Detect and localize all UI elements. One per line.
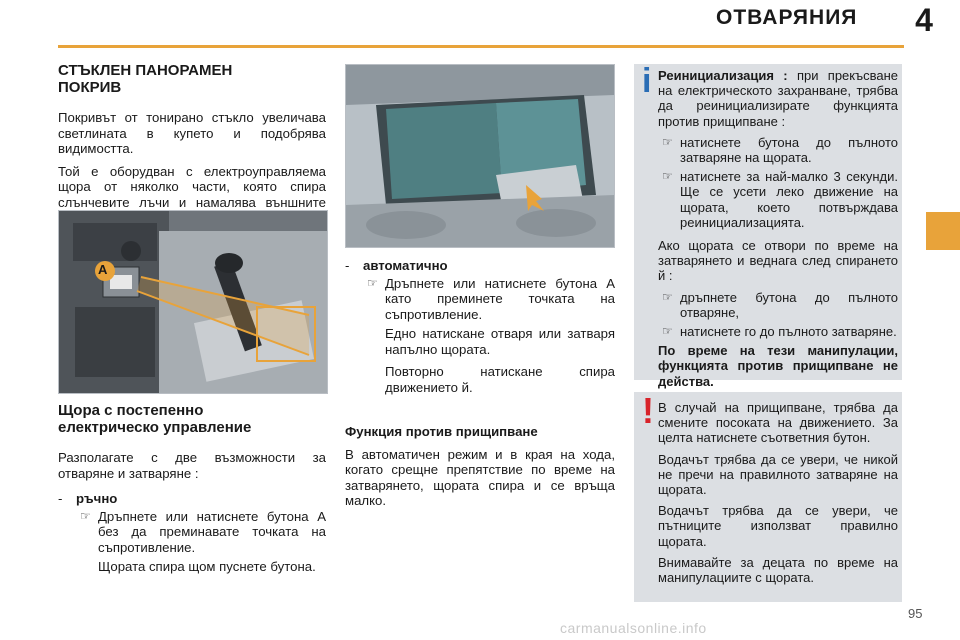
header-divider — [58, 45, 904, 48]
antipinch-paragraph: В автоматичен режим и в края на хода, когато срещне препятствие по време на затварянето, щората спира и се връща малко. — [345, 446, 615, 508]
auto-note-1: Едно натискане отваря или затваря напълно щората. — [385, 326, 615, 357]
chapter-number: 4 — [915, 2, 933, 38]
auto-instruction: ☞ Дръпнете или натиснете бутона A като преминете точката на съпротивление. — [367, 275, 615, 322]
manual-instruction: ☞ Дръпнете или натиснете бутона A без да преминавате точката на съпротивление. — [80, 508, 326, 555]
description-paragraph: Той е оборудван с електроуправляема щора от няколко части, която спира слънчевите лъчи и намалява външните — [58, 163, 326, 210]
info-icon: i — [642, 62, 652, 100]
warning-icon: ! — [642, 390, 654, 431]
pointing-hand-icon: ☞ — [662, 134, 673, 149]
watermark: carmanualsonline.info — [560, 620, 707, 636]
auto-note-2: Повторно натискане спира движението й. — [385, 364, 615, 395]
warning-paragraph-3: Водачът трябва да се увери, че пътниците използват правилно щората. — [658, 503, 898, 549]
warning-paragraph-2: Водачът трябва да се увери, че никой не пречи на правилното затваряне на щората. — [658, 451, 898, 498]
reinit-step-2: ☞ натиснете за най-малко 3 секунди. Ще се усети леко движение на щората, което потвърждава реинициализацията. — [662, 169, 898, 230]
pointing-hand-icon: ☞ — [367, 275, 378, 290]
info-box — [634, 62, 902, 389]
options-paragraph: Разполагате с две възможности за отваряне и затваряне : — [58, 450, 326, 481]
pointing-hand-icon: ☞ — [662, 289, 673, 304]
reopen-paragraph: Ако щората се отвори по време на затварянето и веднага след спирането й : — [658, 238, 898, 284]
antipinch-heading: Функция против прищипване — [345, 424, 538, 439]
section-heading: СТЪКЛЕН ПАНОРАМЕН ПОКРИВ — [58, 62, 233, 96]
subsection-heading: Щора с постепенно електрическо управление — [58, 402, 252, 436]
info-bold-note: По време на тези манипулации, функцията против прищипване не действа. — [658, 343, 898, 389]
warning-box — [634, 392, 902, 602]
pointing-hand-icon: ☞ — [80, 508, 91, 523]
chapter-tab — [926, 212, 960, 250]
intro-paragraph: Покривът от тонирано стъкло увеличава светлината в купето и подобрява видимостта. — [58, 110, 326, 156]
auto-mode-item: - автоматично — [345, 258, 448, 273]
manual-mode-item: - ръчно — [58, 491, 118, 506]
page-number: 95 — [908, 606, 923, 621]
left-lower-column — [58, 402, 326, 582]
reopen-step-2: ☞ натиснете го до пълното затваряне. — [662, 324, 897, 340]
left-column — [58, 62, 326, 233]
pointing-hand-icon: ☞ — [662, 169, 673, 184]
manual-note: Щората спира щом пуснете бутона. — [98, 559, 316, 574]
reopen-step-1: ☞ дръпнете бутона до пълното отваряне, — [662, 289, 898, 320]
reinit-step-1: ☞ натиснете бутона до пълното затваряне на щората. — [662, 134, 898, 166]
roof-illustration — [346, 65, 614, 247]
middle-column — [345, 252, 615, 516]
warning-paragraph-1: В случай на прищипване, трябва да смените посоката на движението. За целта натиснете съответния бутон. — [658, 400, 898, 446]
button-a-label: A — [98, 262, 108, 277]
pointing-hand-icon: ☞ — [662, 324, 673, 339]
console-illustration — [59, 211, 327, 393]
page-title: ОТВАРЯНИЯ — [716, 6, 858, 29]
console-photo — [58, 210, 328, 394]
roof-photo — [345, 64, 615, 248]
reinit-paragraph: Реинициализация : при прекъсване на електрическото захранване, трябва да реинициализирате функцията против прищипване : — [658, 68, 898, 129]
warning-paragraph-4: Внимавайте за децата по време на манипулациите с щората. — [658, 554, 898, 586]
